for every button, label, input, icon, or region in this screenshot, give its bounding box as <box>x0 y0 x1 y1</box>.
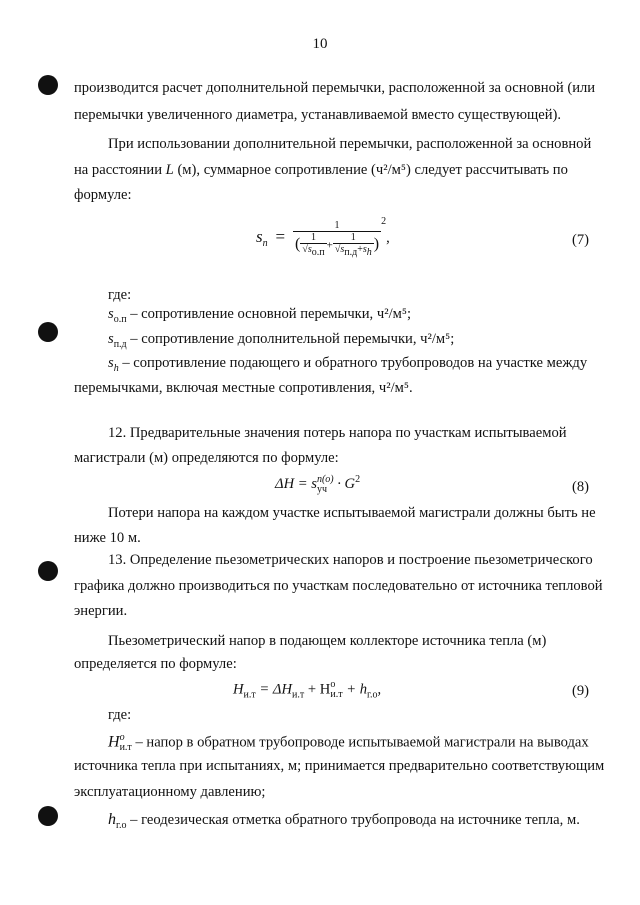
def-H-o-line2: источника тепла при испытаниях, м; принимается предварительно соответствующим <box>74 758 605 774</box>
def-H-o <box>108 733 589 753</box>
def4-sub: и.т <box>119 742 132 753</box>
page-number: 10 <box>312 36 328 52</box>
def4-symbol: H <box>108 733 120 751</box>
def-s-h-line2: перемычками, включая местные сопротивления, ч²/м⁵. <box>74 380 413 396</box>
p2-line2 <box>74 162 568 179</box>
def5-symbol: h <box>108 811 116 828</box>
def-s-h <box>108 355 587 374</box>
eq7-d2-num: 1 <box>350 231 356 243</box>
eq8-sub: уч <box>316 483 327 495</box>
def2-symbol: s <box>108 331 114 347</box>
p-loss-line2: ниже 10 м. <box>74 530 141 546</box>
eq9-h-sub: и.т <box>330 689 343 700</box>
equation-8 <box>275 474 360 495</box>
eq8-sup: п(о) <box>316 473 334 485</box>
equation-9 <box>233 680 381 700</box>
def5-text: – геодезическая отметка обратного трубопровода на источнике тепла, м. <box>126 812 580 828</box>
p13-line3: энергии. <box>74 603 128 619</box>
def1-sub: о.п <box>113 313 127 325</box>
eq7-numerator: 1 <box>334 219 340 231</box>
p12-line1: 12. Предварительные значения потерь напора по участкам испытываемой <box>108 425 567 441</box>
def-H-o-line3: эксплуатационному давлению; <box>74 784 266 800</box>
p2-line2-c: (м), суммарное сопротивление (ч²/м⁵) следует рассчитывать по <box>173 162 568 178</box>
eq7-d2-plus-sub: h <box>366 246 372 258</box>
p13-line1: 13. Определение пьезометрических напоров и построение пьезометрического <box>108 552 593 568</box>
eq8-number: (8) <box>572 479 590 495</box>
eq9-plus2: + h <box>342 681 368 698</box>
def3-symbol: s <box>108 355 114 371</box>
def3-text: – сопротивление подающего и обратного трубопроводов на участке между <box>118 355 588 371</box>
p-loss-line1: Потери напора на каждом участке испытываемой магистрали должны быть не <box>108 505 596 521</box>
eq9-h-sup: о <box>330 679 336 690</box>
def-s-pd <box>108 331 454 350</box>
p-piezo-line1: Пьезометрический напор в подающем коллекторе источника тепла (м) <box>108 633 547 649</box>
p13-line2: графика должно производиться по участкам последовательно от источника тепловой <box>74 578 603 594</box>
eq7-d2-sub: п.д <box>344 246 358 258</box>
def-s-op <box>108 306 411 325</box>
punch-hole-3 <box>38 561 58 581</box>
def3-sub: h <box>113 362 119 374</box>
eq7-lhs-sub: n <box>262 237 268 249</box>
def1-symbol: s <box>108 306 114 322</box>
def2-text: – сопротивление дополнительной перемычки, ч²/м⁵; <box>126 331 455 347</box>
eq9-lhs: H <box>233 681 244 698</box>
p2-line3: формуле: <box>74 187 132 203</box>
p2-var-L: L <box>165 162 174 178</box>
eq9-tail: , <box>377 681 382 698</box>
def2-sub: п.д <box>113 338 127 350</box>
eq9-eq-sub: и.т <box>292 689 305 701</box>
equation-7: $s_n$ = 1 ( $\frac{1}{√s_{о.п}}$ + $\frac{1}{√s_{п.д}+s_h}$ ) $^2$, <box>256 216 390 258</box>
def4-sup: o <box>119 732 125 743</box>
punch-hole-4 <box>38 806 58 826</box>
eq7-fraction: 1 ( $\frac{1}{√s_{о.п}}$ + $\frac{1}{√s_{п.д}+s_h}$ ) <box>295 219 380 258</box>
eq9-number: (9) <box>572 683 590 699</box>
eq9-lhs-sub: и.т <box>243 689 256 701</box>
eq7-d1-num: 1 <box>310 231 316 243</box>
eq7-d1-sub: о.п <box>311 246 325 258</box>
where-label-1: где: <box>108 287 132 303</box>
punch-hole-1 <box>38 75 58 95</box>
punch-hole-2 <box>38 322 58 342</box>
eq7-number: (7) <box>572 232 590 248</box>
p12-line2: магистрали (м) определяются по формуле: <box>74 450 339 466</box>
eq7-power: 2 <box>381 216 387 227</box>
where-label-2: где: <box>108 707 132 723</box>
p2-line1: При использовании дополнительной перемычки, расположенной за основной <box>108 136 592 152</box>
eq9-plus1: + H <box>304 681 331 698</box>
p-piezo-line2: определяется по формуле: <box>74 656 237 672</box>
p2-line2-a: на расстоянии <box>74 162 166 178</box>
eq8-rhs: · G <box>333 475 356 492</box>
p1-line1: производится расчет дополнительной перемычки, расположенной за основной (или <box>74 80 596 96</box>
def1-text: – сопротивление основной перемычки, ч²/м⁵; <box>126 306 412 322</box>
p1-line2: перемычки увеличенного диаметра, устанавливаемой вместо существующей). <box>74 107 562 123</box>
def4-text: – напор в обратном трубопроводе испытываемой магистрали на выводах <box>131 734 589 751</box>
def-h-go <box>108 811 580 831</box>
eq7-lhs: s <box>256 227 263 246</box>
eq9-eq: = ΔH <box>255 681 293 698</box>
eq9-h2-sub: г.о <box>367 689 378 701</box>
eq8-pow: 2 <box>355 474 361 485</box>
def5-sub: г.о <box>116 819 127 831</box>
eq8-lhs: ΔH = s <box>275 475 317 492</box>
